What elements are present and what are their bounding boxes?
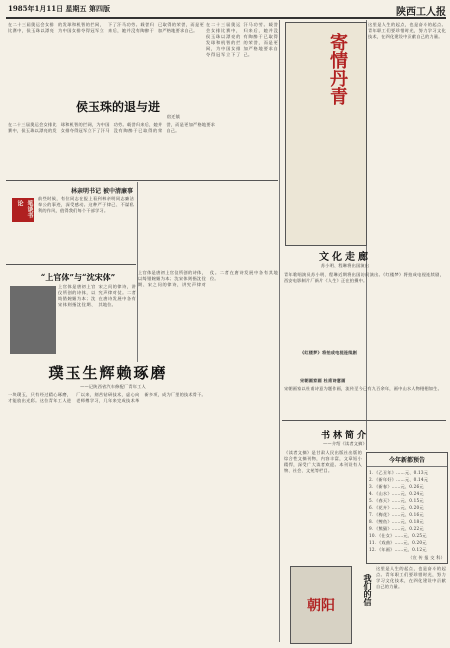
art-text: 寄情丹青 bbox=[327, 33, 348, 105]
program-note: （宣 传 报 交 科） bbox=[408, 555, 445, 560]
program-list bbox=[367, 467, 447, 555]
rule-v-mid bbox=[279, 20, 280, 642]
article-book-body: 《读者文摘》是甘肃人民出版社出版的综合性文摘刊物，内容丰富，文章短小精悍，深受广大读者欢迎。本刊设有人物、社会、文苑等栏目。 bbox=[284, 450, 362, 473]
program-box bbox=[366, 452, 448, 564]
program-title: 今年新都预告 bbox=[367, 453, 447, 467]
article-book-title: 书林简介 bbox=[320, 431, 369, 440]
article-wenhua-title: 文化走廊 bbox=[319, 252, 371, 262]
article-xu-body: 在二十三届奥运会女排比赛中，侯玉珠以漂亮的发球和机智的拦网，为中国女排夺得冠军立下了汗马功劳。载誉归来后，她并没有陶醉于已取得的荣誉，而是更加严格地要求自己。 bbox=[8, 122, 216, 133]
article-wenhua-subtitle: 苏小明、程琳将出国演出 bbox=[320, 263, 370, 268]
column-lin-title: 林亲明书记 被中清廉事 bbox=[70, 188, 134, 194]
article-ji-body-right: 上官体是唐初上官仪所创的诗体，以绮错婉媚为本；沈宋体则指沈佺期、宋之问的律诗，讲究声律对仗。二者在唐诗发展中各有其地位。 bbox=[138, 270, 278, 287]
program-item: 2．《新年好》……元、0.14元 bbox=[369, 477, 429, 482]
program-item: 9．《熊猫》……元、0.22元 bbox=[369, 526, 424, 531]
article-right-body: 这里是人生的起点，也是奋斗的起点。青年职工们要珍惜时光，努力学习文化技术，在四化建设中贡献自己的力量。 bbox=[368, 22, 446, 39]
rule-3 bbox=[282, 420, 446, 421]
rule-1 bbox=[6, 180, 278, 181]
article-xu-body-top: 在二十三届奥运会女排比赛中，侯玉珠以漂亮的发球和机智的拦网，为中国女排夺得冠军立下了汗马功劳。载誉归来后，她并没有陶醉于已取得的荣誉，而是更加严格地要求自己。 bbox=[8, 22, 204, 33]
program-item: 8．《鲤鱼》……元、0.18元 bbox=[369, 519, 424, 524]
article-ji-body: 上官体是唐初上官仪所创的诗体，以绮错婉媚为本；沈宋体则指沈佺期、宋之问的律诗，讲究声律对仗。二者在唐诗发展中各有其地位。 bbox=[58, 284, 136, 307]
article-xu-byline: 宿迁镇 bbox=[166, 114, 180, 119]
seal-box bbox=[12, 198, 34, 222]
article-main-body: 一块璞玉，只有经过精心琢磨，才能放出光彩。这位青年工人进厂以来，刻苦钻研技术，虚心向老师傅学习，几年来完成技术革新多项，成为厂里的技术骨干。 bbox=[8, 392, 206, 403]
seal-text: 笔谈书论 bbox=[16, 200, 33, 218]
article-wenhua-note: 《红楼梦》将拍成电视连续剧 bbox=[300, 350, 358, 355]
rule-v-left bbox=[137, 182, 138, 362]
program-item: 11．《戏曲》……元、0.20元 bbox=[369, 540, 427, 545]
column-lin-body: 前些时候，有位同志在报上看到林亲明同志廉洁奉公的事迹，深受感动。这种严于律己、不谋私利的作风，值得我们每个干部学习。 bbox=[38, 196, 134, 213]
art-block bbox=[285, 22, 367, 246]
header-rule bbox=[6, 17, 446, 19]
article-xu-body-right: 在二十三届奥运会女排比赛中，侯玉珠以漂亮的发球和机智的拦网，为中国女排夺得冠军立下了汗马功劳。载誉归来后，她并没有陶醉于已取得的荣誉，而是更加严格地要求自己。 bbox=[206, 22, 278, 57]
program-item: 5．《春天》……元、0.15元 bbox=[369, 498, 424, 503]
program-item: 1．《乙丑年》……元、0.13元 bbox=[369, 470, 429, 475]
program-item: 10．《仕女》……元、0.25元 bbox=[369, 533, 427, 538]
article-ji-title: “上官体”与“沈宋体” bbox=[40, 272, 116, 282]
article-book-subtitle: ——介绍《读者文摘》 bbox=[323, 441, 367, 446]
program-item: 12．《年画》……元、0.12元 bbox=[369, 547, 427, 552]
program-item: 4．《山水》……元、0.24元 bbox=[369, 491, 424, 496]
article-main-subtitle: ——记陕西省汽车修配厂青年工人 bbox=[80, 384, 146, 389]
corner-body: 这里是人生的起点，也是奋斗的起点。青年职工们要珍惜时光，努力学习文化技术，在四化建设中贡献自己的力量。 bbox=[376, 566, 446, 589]
program-item: 7．《梅花》……元、0.16元 bbox=[369, 512, 424, 517]
date-line: 1985年1月11日 星期五 第四版 bbox=[8, 4, 110, 13]
article-main-title: 璞玉生辉赖琢磨 bbox=[48, 364, 168, 382]
article-wenhua-body2: 宋朝画家以杜甫诗意为题作画，流传至今已有九百余年，画中山水人物栩栩如生。 bbox=[284, 386, 442, 391]
masthead: 陕西工人报 bbox=[396, 7, 446, 17]
corner-tag: 朝阳 bbox=[307, 598, 335, 614]
portrait-image bbox=[10, 286, 56, 354]
program-item: 6．《花卉》……元、0.20元 bbox=[369, 505, 424, 510]
article-wenhua-sub2: 宋朝画家画 杜甫诗意画 bbox=[300, 378, 346, 383]
program-item: 3．《新春》……元、0.26元 bbox=[369, 484, 424, 489]
rule-2 bbox=[6, 264, 136, 265]
corner-title: 我们的信 bbox=[363, 574, 373, 606]
corner-tag-box bbox=[290, 566, 352, 644]
article-xu-title: 侯玉珠的退与进 bbox=[75, 100, 160, 114]
article-wenhua-body: 青年歌唱演员苏小明、程琳近期将出国访问演出。《红楼梦》将拍成电视连续剧，西安电影制片厂新片《人生》正在拍摄中。 bbox=[284, 272, 444, 283]
